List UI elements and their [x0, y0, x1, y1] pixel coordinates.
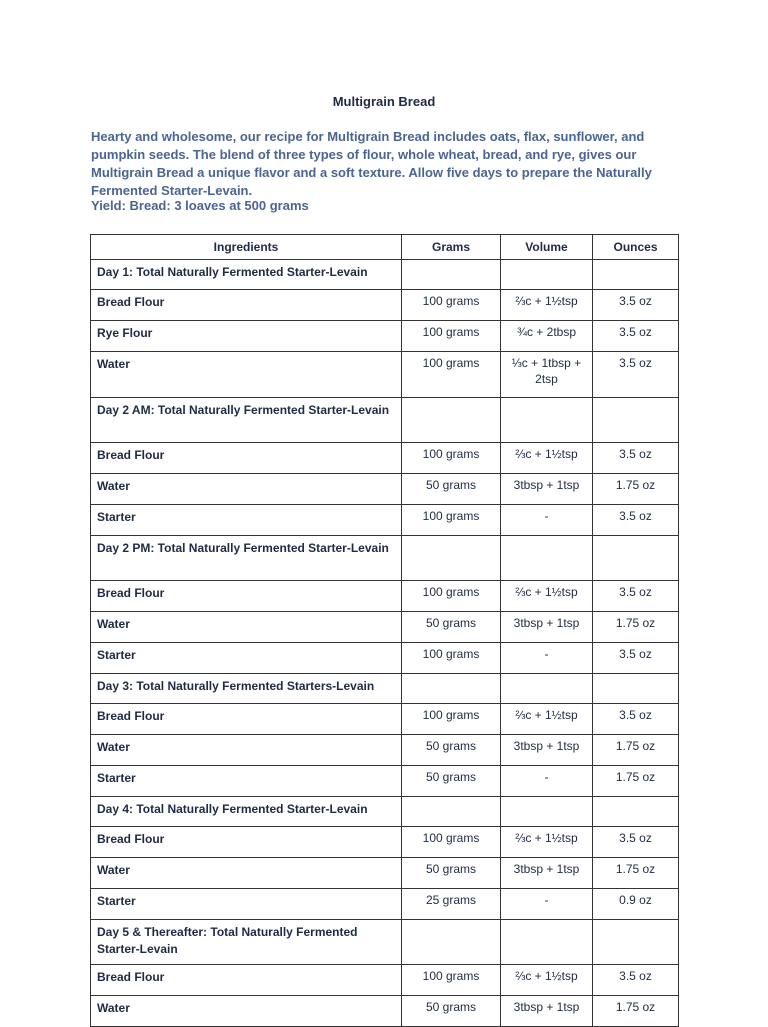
- section-row: [91, 674, 679, 704]
- ingredient-name: Water: [91, 996, 402, 1027]
- ounces-cell: 3.5 oz: [593, 643, 679, 674]
- grams-cell: 100 grams: [402, 965, 501, 996]
- empty-cell: [593, 260, 679, 290]
- section-row: [91, 536, 679, 581]
- empty-cell: [501, 260, 593, 290]
- section-row: [91, 797, 679, 827]
- ingredient-name: Water: [91, 858, 402, 889]
- volume-cell: ⅔c + 1½tsp: [501, 827, 593, 858]
- table-row: [91, 290, 679, 321]
- table-row: [91, 352, 679, 398]
- empty-cell: [501, 536, 593, 581]
- section-row: [91, 260, 679, 290]
- grams-cell: 50 grams: [402, 474, 501, 505]
- empty-cell: [593, 536, 679, 581]
- empty-cell: [402, 797, 501, 827]
- volume-cell: ⅔c + 1½tsp: [501, 704, 593, 735]
- empty-cell: [501, 398, 593, 443]
- section-label: Day 2 PM: Total Naturally Fermented Starter-Levain: [91, 536, 402, 581]
- grams-cell: 100 grams: [402, 443, 501, 474]
- document-title: Multigrain Bread: [332, 94, 436, 109]
- grams-cell: 100 grams: [402, 643, 501, 674]
- section-row: [91, 920, 679, 965]
- table-row: [91, 474, 679, 505]
- ingredient-name: Starter: [91, 643, 402, 674]
- grams-cell: 100 grams: [402, 505, 501, 536]
- ingredients-table: [90, 234, 679, 1027]
- grams-cell: 100 grams: [402, 581, 501, 612]
- ingredient-name: Starter: [91, 766, 402, 797]
- grams-cell: 100 grams: [402, 321, 501, 352]
- header-ingredients: Ingredients: [91, 235, 402, 260]
- section-label: Day 5 & Thereafter: Total Naturally Fermented Starter-Levain: [91, 920, 402, 965]
- ingredient-name: Water: [91, 474, 402, 505]
- ounces-cell: 1.75 oz: [593, 735, 679, 766]
- empty-cell: [402, 674, 501, 704]
- table-row: [91, 735, 679, 766]
- volume-cell: ⅓c + 1tbsp + 2tsp: [501, 352, 593, 398]
- ounces-cell: 3.5 oz: [593, 352, 679, 398]
- table-row: [91, 827, 679, 858]
- empty-cell: [593, 797, 679, 827]
- grams-cell: 50 grams: [402, 766, 501, 797]
- ounces-cell: 3.5 oz: [593, 505, 679, 536]
- intro-paragraph: Hearty and wholesome, our recipe for Multigrain Bread includes oats, flax, sunflower, and pumpkin seeds. The blend of three types of flour, whole wheat, bread, and rye, gives our Multigrain Bread a unique flavor and a soft texture. Allow five days to prepare the Naturally Fermented Starter-Levain.: [91, 129, 652, 198]
- table-row: [91, 704, 679, 735]
- empty-cell: [593, 398, 679, 443]
- empty-cell: [402, 536, 501, 581]
- grams-cell: 100 grams: [402, 352, 501, 398]
- volume-cell: ⅔c + 1½tsp: [501, 581, 593, 612]
- yield-line: Yield: Bread: 3 loaves at 500 grams: [91, 198, 309, 213]
- ounces-cell: 1.75 oz: [593, 474, 679, 505]
- volume-cell: 3tbsp + 1tsp: [501, 612, 593, 643]
- ingredient-name: Bread Flour: [91, 704, 402, 735]
- empty-cell: [402, 260, 501, 290]
- ingredient-name: Bread Flour: [91, 581, 402, 612]
- grams-cell: 25 grams: [402, 889, 501, 920]
- ingredient-name: Starter: [91, 889, 402, 920]
- volume-cell: 3tbsp + 1tsp: [501, 996, 593, 1027]
- header-volume: Volume: [501, 235, 593, 260]
- empty-cell: [593, 674, 679, 704]
- volume-cell: ⅔c + 1½tsp: [501, 965, 593, 996]
- volume-cell: -: [501, 889, 593, 920]
- ounces-cell: 3.5 oz: [593, 321, 679, 352]
- table-row: [91, 581, 679, 612]
- volume-cell: -: [501, 643, 593, 674]
- section-label: Day 1: Total Naturally Fermented Starter-Levain: [91, 260, 402, 290]
- section-label: Day 3: Total Naturally Fermented Starters-Levain: [91, 674, 402, 704]
- ounces-cell: 3.5 oz: [593, 290, 679, 321]
- header-grams: Grams: [402, 235, 501, 260]
- grams-cell: 50 grams: [402, 612, 501, 643]
- volume-cell: ⅔c + 1½tsp: [501, 290, 593, 321]
- ingredient-name: Water: [91, 612, 402, 643]
- grams-cell: 100 grams: [402, 290, 501, 321]
- grams-cell: 100 grams: [402, 704, 501, 735]
- ingredient-name: Water: [91, 735, 402, 766]
- volume-cell: 3tbsp + 1tsp: [501, 858, 593, 889]
- ounces-cell: 3.5 oz: [593, 965, 679, 996]
- ingredient-name: Water: [91, 352, 402, 398]
- ounces-cell: 1.75 oz: [593, 996, 679, 1027]
- ounces-cell: 1.75 oz: [593, 858, 679, 889]
- volume-cell: 3tbsp + 1tsp: [501, 735, 593, 766]
- empty-cell: [501, 797, 593, 827]
- table-body: [91, 260, 679, 1027]
- section-label: Day 2 AM: Total Naturally Fermented Starter-Levain: [91, 398, 402, 443]
- grams-cell: 50 grams: [402, 735, 501, 766]
- grams-cell: 100 grams: [402, 827, 501, 858]
- table-row: [91, 858, 679, 889]
- ingredient-name: Bread Flour: [91, 965, 402, 996]
- ingredient-name: Bread Flour: [91, 827, 402, 858]
- volume-cell: ¾c + 2tbsp: [501, 321, 593, 352]
- table-row: [91, 321, 679, 352]
- table-row: [91, 965, 679, 996]
- ounces-cell: 0.9 oz: [593, 889, 679, 920]
- table-row: [91, 996, 679, 1027]
- ingredient-name: Bread Flour: [91, 443, 402, 474]
- volume-cell: -: [501, 505, 593, 536]
- volume-cell: ⅔c + 1½tsp: [501, 443, 593, 474]
- ounces-cell: 3.5 oz: [593, 581, 679, 612]
- ounces-cell: 3.5 oz: [593, 704, 679, 735]
- ounces-cell: 3.5 oz: [593, 827, 679, 858]
- ounces-cell: 3.5 oz: [593, 443, 679, 474]
- empty-cell: [402, 920, 501, 965]
- grams-cell: 50 grams: [402, 858, 501, 889]
- table-header-row: [91, 235, 679, 260]
- header-ounces: Ounces: [593, 235, 679, 260]
- grams-cell: 50 grams: [402, 996, 501, 1027]
- volume-cell: 3tbsp + 1tsp: [501, 474, 593, 505]
- empty-cell: [593, 920, 679, 965]
- table-row: [91, 612, 679, 643]
- section-row: [91, 398, 679, 443]
- empty-cell: [402, 398, 501, 443]
- ounces-cell: 1.75 oz: [593, 766, 679, 797]
- empty-cell: [501, 920, 593, 965]
- ounces-cell: 1.75 oz: [593, 612, 679, 643]
- table-row: [91, 505, 679, 536]
- volume-cell: -: [501, 766, 593, 797]
- table-row: [91, 889, 679, 920]
- section-label: Day 4: Total Naturally Fermented Starter-Levain: [91, 797, 402, 827]
- ingredient-name: Starter: [91, 505, 402, 536]
- ingredient-name: Bread Flour: [91, 290, 402, 321]
- empty-cell: [501, 674, 593, 704]
- table-row: [91, 766, 679, 797]
- table-row: [91, 443, 679, 474]
- ingredient-name: Rye Flour: [91, 321, 402, 352]
- table-row: [91, 643, 679, 674]
